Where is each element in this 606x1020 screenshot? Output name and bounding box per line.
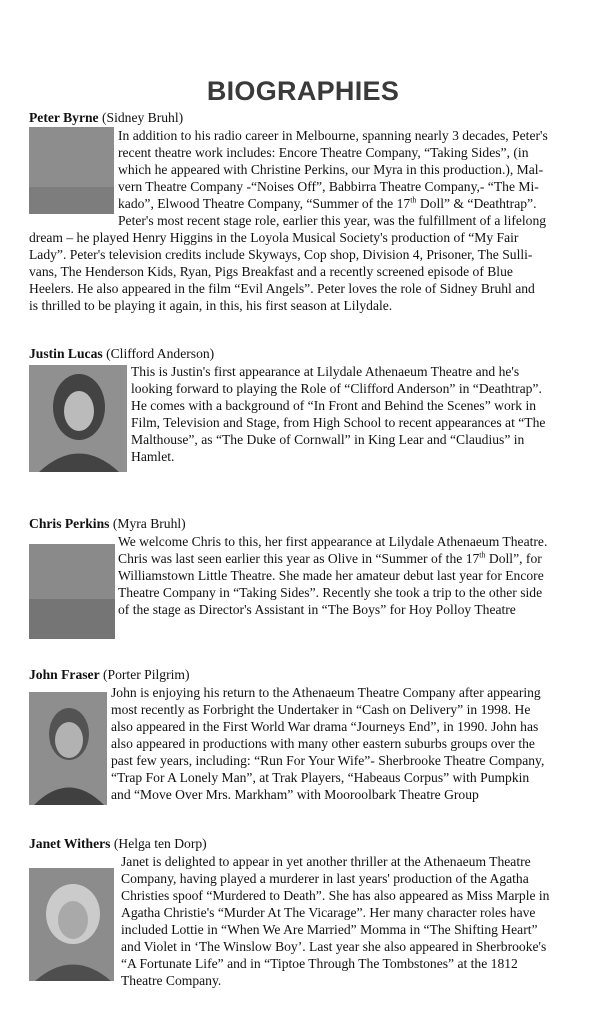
bio-line: and Violet in ‘The Winslow Boy’. Last year she also appeared in Sherbrooke's — [121, 939, 547, 954]
bio-name: Justin Lucas — [29, 346, 103, 361]
bio-role: (Clifford Anderson) — [106, 346, 215, 361]
bio-line: Theatre Company in “Taking Sides”. Recently she took a trip to the other side — [118, 585, 543, 600]
bio-line: “Trap For A Lonely Man”, at Trak Players, “Habeaus Corpus” with Pumpkin — [111, 770, 530, 785]
bio-line: Heelers. He also appeared in the film “Evil Angels”. Peter loves the role of Sidney Bruhl and — [29, 281, 535, 296]
bio-line: Peter's most recent stage role, earlier this year, was the fulfillment of a lifelong — [118, 213, 547, 228]
bio-line: John is enjoying his return to the Athenaeum Theatre Company after appearing — [111, 685, 541, 700]
bio-role: (Sidney Bruhl) — [101, 110, 184, 125]
bio-line: vans, The Henderson Kids, Ryan, Pigs Breakfast and a recently screened episode of Blue — [29, 264, 513, 279]
bio-line: Film, Television and Stage, from High School to recent appearances at “The — [131, 415, 546, 430]
bio-name: Chris Perkins — [29, 516, 110, 531]
bio-line: is thrilled to be playing it again, in this, his first season at Lilydale. — [29, 298, 393, 313]
bio-line: Williamstown Little Theatre. She made her amateur debut last year for Encore — [118, 568, 544, 583]
bio-line: Christies spoof “Murdered to Death”. She has also appeared as Miss Marple in — [121, 888, 550, 903]
bio-line: Hamlet. — [131, 449, 175, 464]
bio-line: and “Move Over Mrs. Markham” with Mooroolbark Theatre Group — [111, 787, 479, 802]
bio-line: This is Justin's first appearance at Lilydale Athenaeum Theatre and he's — [131, 364, 520, 379]
bio-role: (Helga ten Dorp) — [113, 836, 207, 851]
bio-heading — [29, 516, 186, 532]
bio-line: Agatha Christie's “Murder At The Vicarage”. Her many character roles have — [121, 905, 536, 920]
bio-line: Company, having played a murderer in last years' production of the Agatha — [121, 871, 529, 886]
bio-line: recent theatre work includes: Encore Theatre Company, “Taking Sides”, (in — [118, 145, 529, 160]
bio-line: Janet is delighted to appear in yet another thriller at the Athenaeum Theatre — [121, 854, 531, 869]
bio-heading — [29, 667, 189, 683]
bio-heading — [29, 836, 207, 852]
bio-role: (Porter Pilgrim) — [103, 667, 190, 682]
bio-line: Lady”. Peter's television credits include Skyways, Cop shop, Division 4, Prisoner, The Sulli- — [29, 247, 533, 262]
bio-line: dream – he played Henry Higgins in the Loyola Musical Society's production of “My Fair — [29, 230, 519, 245]
bio-line: included Lottie in “When We Are Married” Momma in “The Shifting Heart” — [121, 922, 538, 937]
bio-role: (Myra Bruhl) — [112, 516, 186, 531]
bio-line: which he appeared with Christine Perkins, our Myra in this production.), Mal- — [118, 162, 544, 177]
portrait-photo-icon — [29, 365, 127, 472]
bio-line: Theatre Company. — [121, 973, 222, 988]
bio-line: Malthouse”, as “The Duke of Cornwall” in King Lear and “Claudius” in — [131, 432, 525, 447]
bio-name: Janet Withers — [29, 836, 111, 851]
bio-line: also appeared in productions with many other eastern suburbs groups over the — [111, 736, 535, 751]
bio-line: past few years, including: “Run For Your Wife”- Sherbrooke Theatre Company, — [111, 753, 545, 768]
bio-name: Peter Byrne — [29, 110, 99, 125]
portrait-photo-icon — [29, 127, 114, 214]
portrait-photo-icon — [29, 544, 115, 639]
bio-line: also appeared in the First World War drama “Journeys End”, in 1990. John has — [111, 719, 539, 734]
bio-line: kado”, Elwood Theatre Company, “Summer of the 17th Doll” & “Deathtrap”. — [118, 195, 537, 211]
bio-line: “A Fortunate Life” and in “Tiptoe Through The Tombstones” at the 1812 — [121, 956, 518, 971]
bio-line: We welcome Chris to this, her first appearance at Lilydale Athenaeum Theatre. — [118, 534, 548, 549]
bio-line: In addition to his radio career in Melbourne, spanning nearly 3 decades, Peter's — [118, 128, 548, 143]
portrait-photo-icon — [29, 692, 107, 805]
bio-heading — [29, 346, 214, 362]
bio-line: most recently as Forbright the Undertaker in “Cash on Delivery” in 1998. He — [111, 702, 531, 717]
bio-line: vern Theatre Company -“Noises Off”, Babbirra Theatre Company,- “The Mi- — [118, 179, 539, 194]
bio-line: looking forward to playing the Role of “Clifford Anderson” in “Deathtrap”. — [131, 381, 542, 396]
bio-line: He comes with a background of “In Front and Behind the Scenes” work in — [131, 398, 537, 413]
bio-heading — [29, 110, 183, 126]
bio-line: Chris was last seen earlier this year as Olive in “Summer of the 17th Doll”, for — [118, 550, 542, 566]
bio-line: of the stage as Director's Assistant in “The Boys” for Hoy Polloy Theatre — [118, 602, 516, 617]
page-title: BIOGRAPHIES — [206, 76, 400, 106]
bio-name: John Fraser — [29, 667, 100, 682]
portrait-photo-icon — [29, 868, 114, 981]
